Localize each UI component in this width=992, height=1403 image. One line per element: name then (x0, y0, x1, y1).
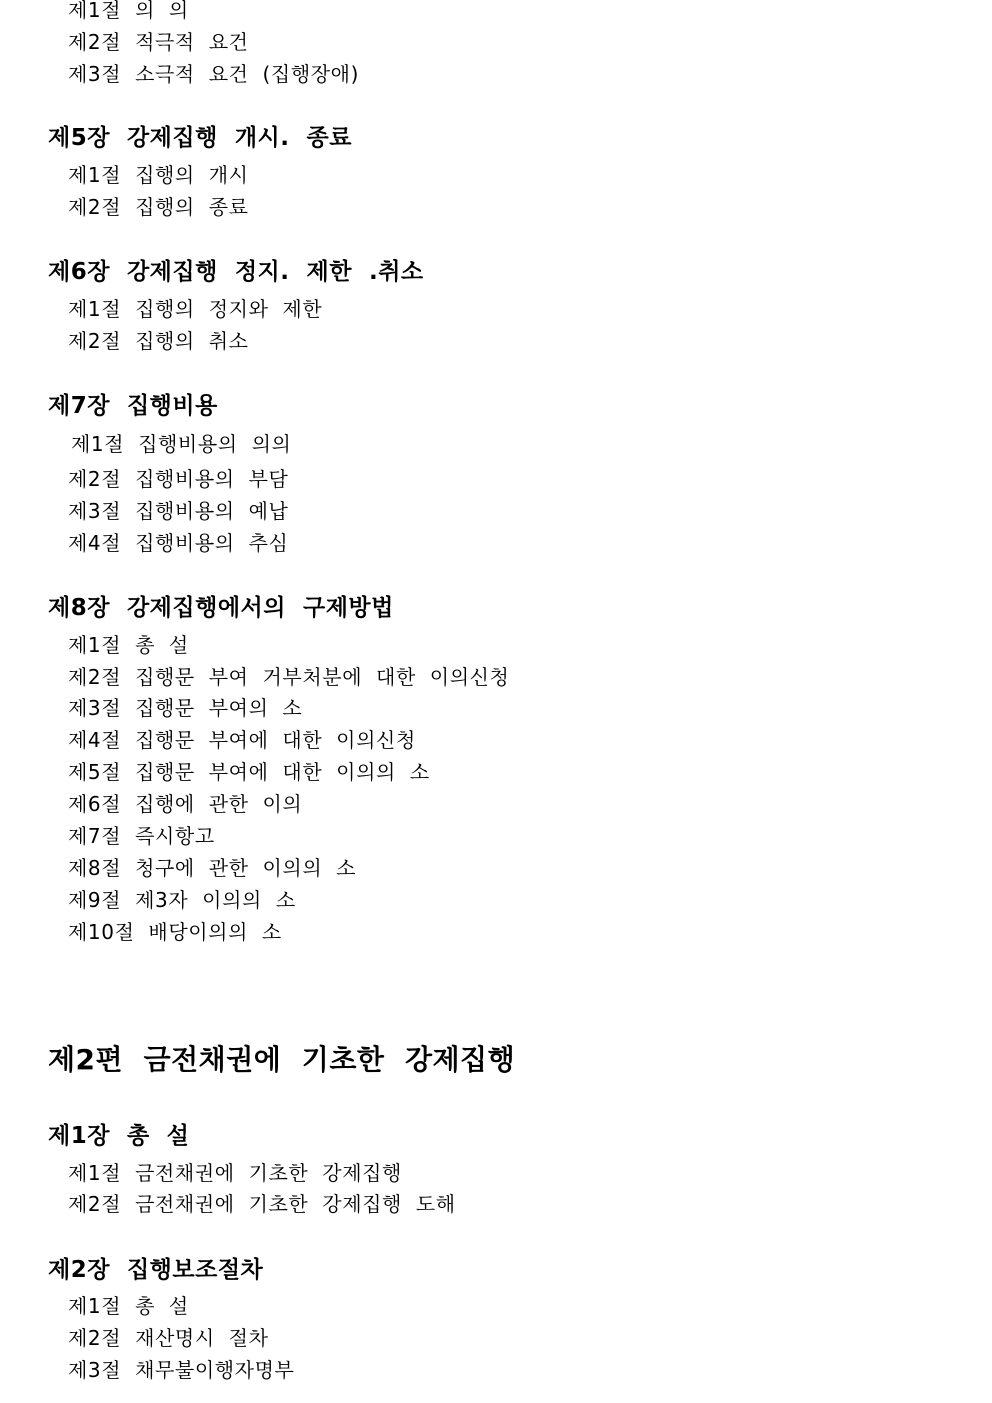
section-heading: 제8절 청구에 관한 이의의 소 (68, 856, 357, 880)
section-heading: 제1절 총 설 (68, 633, 189, 657)
section-heading: 제2절 집행비용의 부담 (68, 467, 289, 491)
section-heading: 제1절 집행비용의 의의 (71, 432, 292, 456)
part-heading: 제2편 금전채권에 기초한 강제집행 (48, 1043, 516, 1076)
section-heading: 제1절 집행의 개시 (68, 163, 249, 187)
chapter-heading: 제6장 강제집행 정지. 제한 .취소 (48, 259, 424, 285)
section-heading: 제2절 금전채권에 기초한 강제집행 도해 (68, 1192, 456, 1216)
section-heading: 제3절 집행비용의 예납 (68, 499, 289, 523)
section-heading: 제2절 집행의 취소 (68, 329, 249, 353)
section-heading: 제2절 적극적 요건 (68, 30, 249, 54)
section-heading: 제1절 총 설 (68, 1294, 189, 1318)
section-heading: 제2절 집행의 종료 (68, 195, 249, 219)
chapter-heading: 제2장 집행보조절차 (48, 1257, 264, 1283)
section-heading: 제4절 집행문 부여에 대한 이의신청 (68, 728, 416, 752)
section-heading: 제9절 제3자 이의의 소 (68, 888, 296, 912)
section-heading: 제1절 의 의 (68, 0, 189, 22)
section-heading: 제1절 집행의 정지와 제한 (68, 297, 323, 321)
section-heading: 제3절 채무불이행자명부 (68, 1358, 295, 1382)
section-heading: 제4절 집행비용의 추심 (68, 531, 289, 555)
section-heading: 제3절 소극적 요건 (집행장애) (68, 62, 359, 86)
section-heading: 제2절 집행문 부여 거부처분에 대한 이의신청 (68, 665, 510, 689)
section-heading: 제3절 집행문 부여의 소 (68, 696, 303, 720)
section-heading: 제1절 금전채권에 기초한 강제집행 (68, 1161, 402, 1185)
chapter-heading: 제5장 강제집행 개시. 종료 (48, 125, 352, 151)
section-heading: 제5절 집행문 부여에 대한 이의의 소 (68, 760, 430, 784)
section-heading: 제6절 집행에 관한 이의 (68, 792, 303, 816)
chapter-heading: 제1장 총 설 (48, 1123, 190, 1149)
section-heading: 제2절 재산명시 절차 (68, 1326, 269, 1350)
section-heading: 제7절 즉시항고 (68, 824, 215, 848)
chapter-heading: 제8장 강제집행에서의 구제방법 (48, 595, 394, 621)
section-heading: 제10절 배당이의의 소 (68, 920, 282, 944)
chapter-heading: 제7장 집행비용 (48, 393, 218, 419)
